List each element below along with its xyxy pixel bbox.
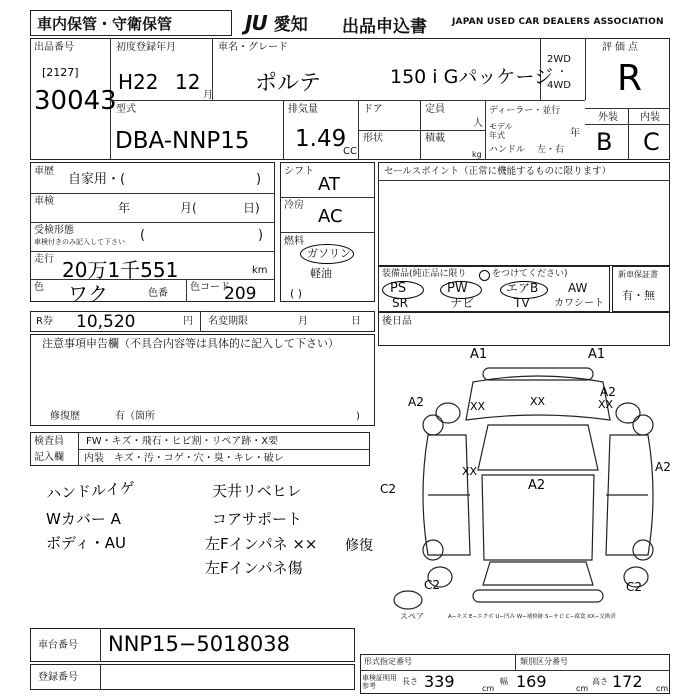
storage-label-box <box>30 10 232 36</box>
handwritten-note-1: ハンドルイゲ <box>45 478 136 504</box>
equipment-mark-icon <box>479 270 490 281</box>
logo <box>245 10 308 35</box>
name-change-label: 名変期限 <box>208 316 248 327</box>
damage-mark-right-fender: A2 <box>600 385 616 399</box>
cert-width-value: 169 <box>516 672 547 691</box>
cert-class-label: 類別区分番号 <box>520 657 568 666</box>
color-label: 色 <box>34 282 44 293</box>
equipment-label-suffix: をつけてください) <box>492 269 568 279</box>
rear-item-block <box>378 312 670 346</box>
aircon-value: AC <box>318 206 343 227</box>
plate-block <box>30 664 355 690</box>
damage-mark-right-door: A2 <box>655 460 671 474</box>
cert-height-label: 高さ <box>592 677 608 686</box>
fuel-label: 燃料 <box>284 236 304 247</box>
equipment-ps-label: PS <box>390 281 407 296</box>
load-label: 積載 <box>425 133 445 144</box>
name-change-day: 日 <box>351 316 361 327</box>
lot-sub-number: [2127] <box>42 66 79 79</box>
mileage-label: 走行 <box>34 254 54 265</box>
drive-2wd: 2WD <box>547 54 571 65</box>
damage-mark-xx-1: XX <box>470 400 486 413</box>
exterior-label: 外装 <box>598 112 618 123</box>
logo-mark: JU <box>245 11 267 35</box>
displacement-label: 排気量 <box>288 104 318 115</box>
equipment-sr-label: SR <box>392 296 408 310</box>
spare-label: スペア <box>400 612 424 621</box>
inspection-label: 車検 <box>34 196 54 207</box>
lot-label: 出品番号 <box>34 42 74 53</box>
history-label: 車歴 <box>34 166 54 177</box>
dealer-label: ディーラー・並行 <box>489 106 561 116</box>
sales-point-label: セールスポイント（正常に機能するものに限ります） <box>384 166 612 177</box>
rear-item-label: 後日品 <box>382 316 412 327</box>
handle-label: ハンドル <box>489 145 526 155</box>
damage-mark-roof: A2 <box>528 478 546 493</box>
handwritten-note-8: 修復 <box>345 538 373 554</box>
aircon-label: 冷房 <box>284 200 304 211</box>
displacement-unit: CC <box>343 146 357 157</box>
cert-height-unit: cm <box>656 684 669 693</box>
receipt-open: ( <box>140 228 146 243</box>
equipment-label: 装備品(純正品に限り <box>382 269 467 279</box>
car-grade: 150 i Gパッケージ <box>390 66 553 88</box>
fuel-selected-text: ガソリン <box>307 247 351 260</box>
handwritten-note-7: 左Fインパネ傷 <box>205 559 303 577</box>
car-model: ポルテ <box>255 71 322 96</box>
repair-label: 修復歴 <box>50 411 80 422</box>
door-label: ドア <box>363 104 383 115</box>
color-code-value: 209 <box>224 284 257 304</box>
handwritten-note-4: 天井リベヒレ <box>212 482 302 500</box>
registration-label: 初度登録年月 <box>116 42 176 53</box>
inspector-label-1: 検査員 <box>34 436 64 447</box>
fuel-paren: ( ) <box>290 287 303 300</box>
drive-separator: ・ <box>557 67 567 78</box>
cert-length-value: 339 <box>424 672 455 691</box>
equipment-airbag-label: エアB <box>506 281 539 295</box>
receipt-label: 受検形態 <box>34 225 74 236</box>
association-name: JAPAN USED CAR DEALERS ASSOCIATION <box>452 17 664 27</box>
inspector-row-2: キズ・汚・コゲ・穴・臭・キレ・破レ <box>114 453 284 464</box>
type-value: DBA-NNP15 <box>115 128 250 154</box>
history-value: 自家用・( <box>68 172 126 187</box>
car-name-label: 車名・グレード <box>218 42 288 53</box>
recycle-value: 10,520 <box>76 312 136 332</box>
damage-mark-front-right: A1 <box>588 347 606 362</box>
inspection-year: 年 <box>118 201 131 215</box>
cert-width-unit: cm <box>576 684 589 693</box>
storage-label: 車内保管・守衛保管 <box>37 15 173 33</box>
fuel-other: 軽油 <box>310 267 332 280</box>
repair-close: ) <box>356 411 360 422</box>
notes-label: 注意事項申告欄（不具合内容等は具体的に記入して下さい） <box>42 337 339 350</box>
handle-options: 左・右 <box>537 145 565 155</box>
equipment-seat-label: カワシート <box>554 298 604 309</box>
cert-length-unit: cm <box>482 684 495 693</box>
inspection-day: 日) <box>243 201 260 215</box>
warranty-value: 有・無 <box>622 289 655 302</box>
registration-month-unit: 月 <box>203 90 213 101</box>
history-close: ) <box>256 172 262 187</box>
color-value: ワク <box>68 282 108 306</box>
displacement-value: 1.49 <box>295 126 347 152</box>
inspector-row-2-label: 内装 <box>84 453 104 464</box>
fuel-selected <box>300 244 354 264</box>
transmission-value: AT <box>318 174 340 195</box>
registration-year: H22 <box>118 70 159 94</box>
damage-mark-rear-right: C2 <box>626 580 643 594</box>
type-label: 型式 <box>116 104 136 115</box>
damage-mark-front-left: A1 <box>470 347 488 362</box>
interior-grade: C <box>643 128 660 156</box>
equipment-pw-label: PW <box>447 281 468 296</box>
inspection-month: 月( <box>180 201 197 215</box>
inspector-label-2: 記入欄 <box>34 452 64 463</box>
org-name: 愛知 <box>273 15 308 35</box>
cert-vehicle-label: 車検証明用参考 <box>362 674 397 690</box>
chassis-label: 車台番号 <box>38 640 78 651</box>
shape-label: 形状 <box>363 133 383 144</box>
plate-label: 登録番号 <box>38 672 78 683</box>
chassis-value: NNP15−5018038 <box>108 632 290 656</box>
cert-height-value: 172 <box>612 672 643 691</box>
lot-number: 30043 <box>34 86 117 116</box>
receipt-note: 車検付きのみ記入して下さい <box>34 238 125 246</box>
recycle-unit: 円 <box>183 316 193 327</box>
grade-label: 評価点 <box>602 42 641 53</box>
color-code-label: 色コード <box>190 282 230 293</box>
diagram-legend: A−キズ E−エクボ U−凹み W−補修跡 S−サビ C−腐食 XX−交換済 <box>448 614 616 620</box>
form-title: 出品申込書 <box>342 17 427 37</box>
cert-width-label: 幅 <box>500 677 508 686</box>
exterior-grade: B <box>596 128 613 156</box>
name-change-month: 月 <box>298 316 308 327</box>
capacity-label: 定員 <box>425 104 445 115</box>
color-number-label: 色番 <box>148 288 168 299</box>
equipment-tv-label: TV <box>514 296 530 310</box>
interior-label: 内装 <box>640 112 660 123</box>
year-unit: 年 <box>570 128 580 139</box>
recycle-label: R券 <box>36 316 53 327</box>
capacity-unit: 人 <box>473 118 483 129</box>
drive-4wd: 4WD <box>547 80 571 91</box>
cert-type-label: 形式指定番号 <box>364 657 412 666</box>
model-year-label: モデル年式 <box>489 122 513 140</box>
mileage-value: 20万1千551 <box>62 258 179 282</box>
registration-month: 12 <box>175 70 201 94</box>
receipt-close: ) <box>258 228 264 243</box>
load-unit: kg <box>472 150 482 159</box>
repair-value: 有（箇所 <box>115 411 155 422</box>
sales-point-block <box>378 162 670 266</box>
transmission-label: シフト <box>284 166 314 177</box>
handwritten-note-3: ボディ・AU <box>46 534 127 552</box>
damage-mark-left-door: C2 <box>380 482 397 496</box>
inspector-row-1: FW・キズ・飛石・ヒビ割・リペア跡・X要 <box>86 436 279 447</box>
damage-mark-rear-left: C2 <box>424 578 441 592</box>
damage-mark-xx-3: XX <box>598 398 614 411</box>
warranty-label: 新車保証書 <box>618 270 658 279</box>
damage-mark-xx-4: XX <box>462 465 478 478</box>
handwritten-note-2: Wカバー A <box>46 510 121 528</box>
equipment-aw-label: AW <box>568 281 588 295</box>
damage-mark-xx-2: XX <box>530 395 546 408</box>
mileage-unit: km <box>252 265 268 276</box>
handwritten-note-5: コアサポート <box>212 510 303 528</box>
equipment-navi-label: ナビ <box>450 296 475 310</box>
damage-mark-left-fender: A2 <box>408 395 424 409</box>
cert-length-label: 長さ <box>402 677 418 686</box>
grade-value: R <box>617 58 643 99</box>
handwritten-note-6: 左Fインパネ ×× <box>205 535 318 553</box>
